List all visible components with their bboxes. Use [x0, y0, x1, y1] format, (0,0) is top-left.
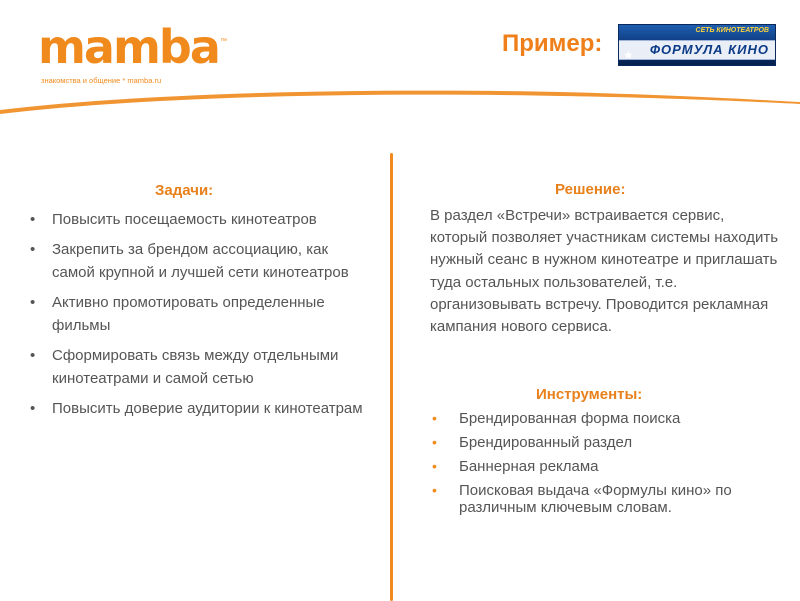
brand-name: ФОРМУЛА КИНО: [649, 42, 769, 57]
solution-heading: Решение:: [555, 181, 626, 198]
list-item-text: Баннерная реклама: [459, 458, 599, 475]
bullet-icon: •: [30, 211, 36, 228]
column-divider: [390, 153, 393, 601]
brand-strip: [619, 40, 775, 60]
bullet-icon: •: [432, 434, 437, 450]
bullet-icon: •: [432, 458, 437, 474]
mamba-logo: [38, 20, 238, 90]
list-item: [30, 397, 375, 420]
bullet-icon: •: [432, 410, 437, 426]
list-item-text: Брендированная форма поиска: [459, 410, 681, 427]
bullet-icon: •: [432, 482, 437, 498]
bullet-icon: •: [30, 400, 36, 417]
example-label: Пример:: [502, 30, 603, 57]
star-icon: ★: [623, 48, 634, 62]
tasks-list: [30, 208, 375, 427]
bullet-icon: •: [30, 347, 36, 364]
bullet-icon: •: [30, 294, 36, 311]
solution-text: В раздел «Встречи» встраивается сервис, который позволяет участникам системы находить нужный сеанс в нужном кинотеатре и приглашать туда остальных пользователей, т.е. организовывать встречу. Проводится рекламная кампания нового сервиса.: [430, 207, 779, 336]
header-swoosh: [0, 88, 800, 118]
bullet-icon: •: [30, 241, 36, 258]
tasks-heading: Задачи:: [155, 182, 214, 199]
list-item-text: Повысить доверие аудитории к кинотеатрам: [52, 400, 363, 417]
tools-heading: Инструменты:: [536, 386, 643, 403]
list-item: [30, 291, 375, 337]
list-item-text: Активно промотировать определенные фильмы: [52, 294, 325, 334]
swoosh-curve: [0, 91, 800, 114]
tools-list: [430, 410, 780, 523]
formula-kino-logo: [618, 24, 776, 66]
list-item-text: Закрепить за брендом ассоциацию, как самой крупной и лучшей сети кинотеатров: [52, 241, 349, 281]
list-item: [430, 410, 780, 427]
logo-trademark: ™: [220, 38, 227, 45]
list-item-text: Поисковая выдача «Формулы кино» по различным ключевым словам.: [459, 482, 732, 516]
list-item: [430, 434, 780, 451]
logo-wordmark: mamba: [38, 20, 219, 74]
list-item-text: Повысить посещаемость кинотеатров: [52, 211, 317, 228]
list-item: [30, 344, 375, 390]
list-item: [30, 208, 375, 231]
logo-tagline: знакомства и общение * mamba.ru: [41, 76, 162, 85]
list-item: [430, 482, 780, 516]
list-item-text: Сформировать связь между отдельными кинотеатрами и самой сетью: [52, 347, 339, 387]
list-item: [430, 458, 780, 475]
list-item-text: Брендированный раздел: [459, 434, 633, 451]
list-item: [30, 238, 375, 284]
brand-subtitle: СЕТЬ КИНОТЕАТРОВ: [695, 27, 769, 34]
